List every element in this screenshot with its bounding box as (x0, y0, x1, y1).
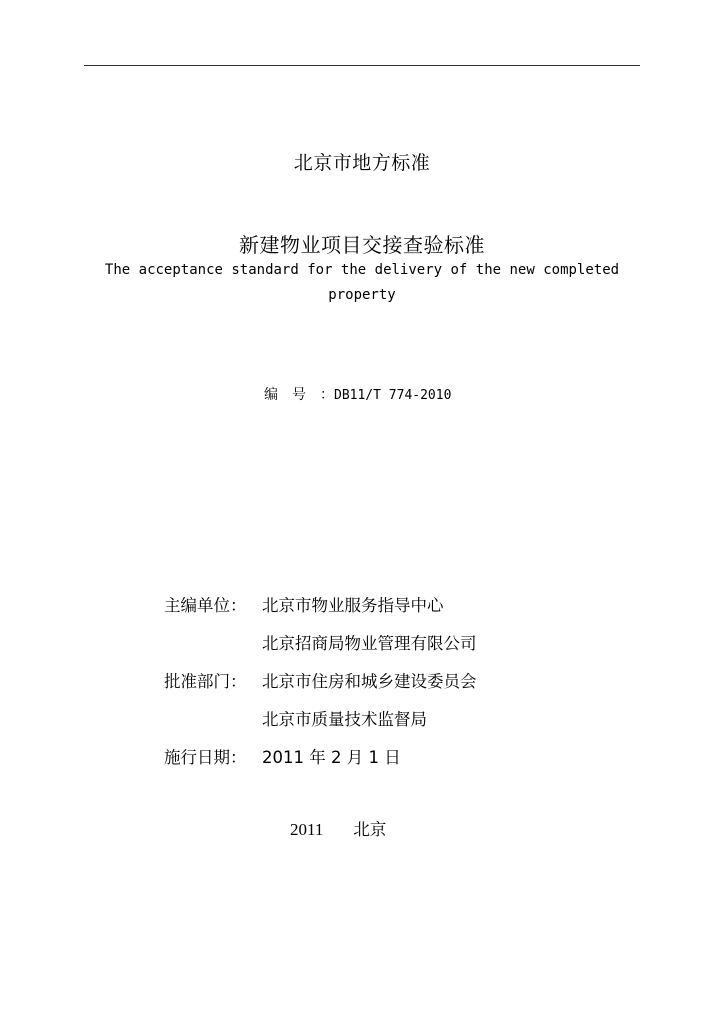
document-title-en: The acceptance standard for the delivery of the new completed property (104, 262, 620, 303)
info-value: 北京市物业服务指导中心 (262, 596, 444, 615)
info-row-co-editor (164, 623, 584, 661)
info-row-chief-editor (164, 585, 584, 623)
info-label: 施行日期： (164, 748, 247, 767)
info-label: 主编单位： (164, 596, 247, 615)
standard-code-separator: ： (320, 387, 334, 403)
info-label: 批准部门： (164, 672, 247, 691)
info-value: 北京市质量技术监督局 (262, 710, 427, 729)
standard-category: 北京市地方标准 (293, 152, 431, 174)
info-row-effective-date (164, 737, 584, 775)
standard-code (264, 384, 451, 404)
publication-info (164, 585, 584, 775)
document-title-cn: 新建物业项目交接查验标准 (239, 233, 485, 257)
info-row-approving-dept (164, 661, 584, 699)
info-value: 北京招商局物业管理有限公司 (262, 634, 477, 653)
info-row-approving-dept-2 (164, 699, 584, 737)
info-value: 2011 年 2 月 1 日 (262, 748, 401, 767)
footer-city: 北京 (353, 820, 387, 839)
standard-code-value: DB11/T 774-2010 (334, 388, 452, 403)
top-divider (84, 65, 640, 66)
standard-code-label: 编号 (264, 387, 320, 403)
footer-year: 2011 (290, 820, 324, 839)
footer (290, 816, 386, 840)
info-value: 北京市住房和城乡建设委员会 (262, 672, 477, 691)
